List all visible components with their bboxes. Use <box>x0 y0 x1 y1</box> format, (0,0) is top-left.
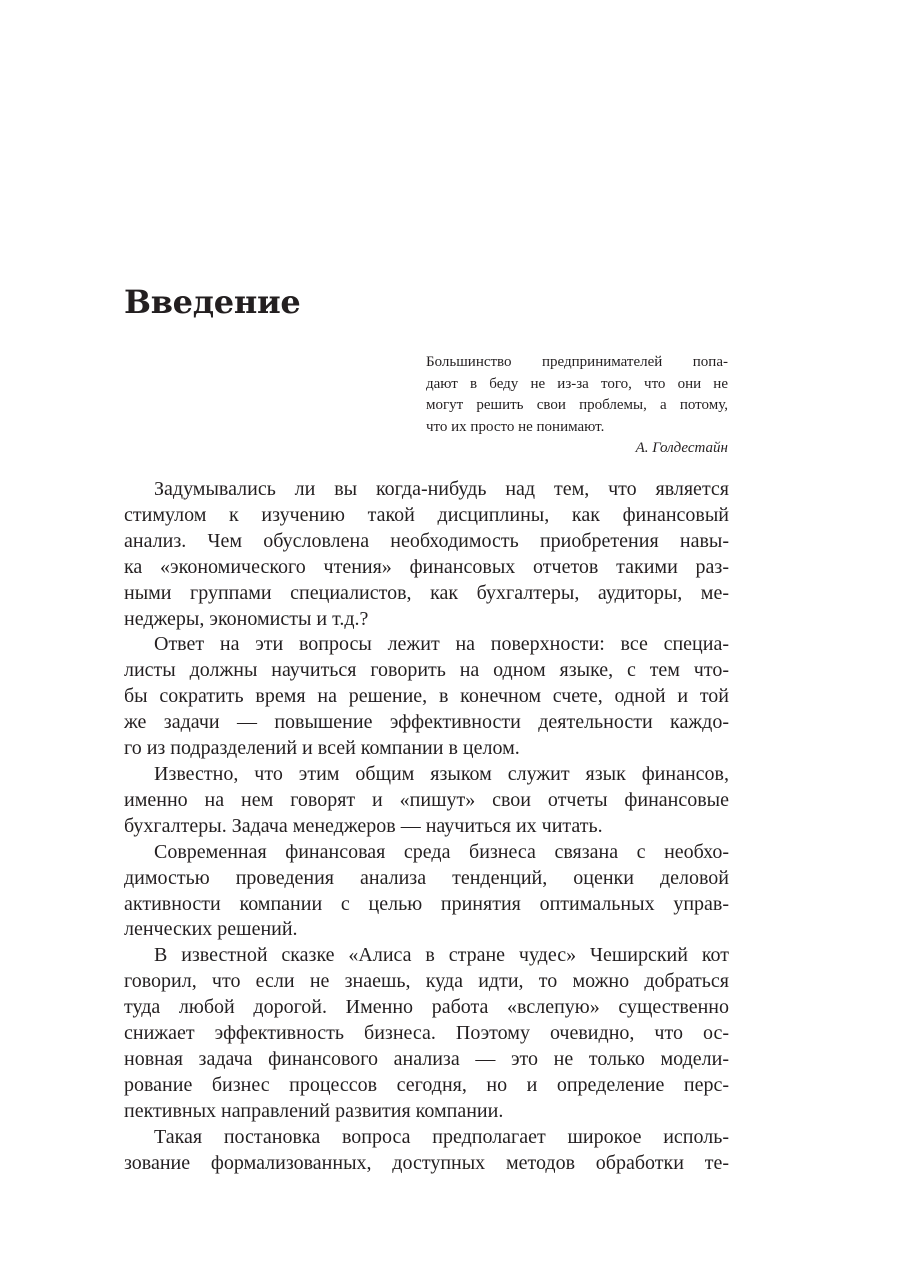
text-line: Современная финансовая среда бизнеса связана с необхо- <box>154 840 729 863</box>
chapter-title: Введение <box>124 283 301 321</box>
text-line: пективных направлений развития компании. <box>124 1099 504 1122</box>
text-line: го из подразделений и всей компании в целом. <box>124 737 520 760</box>
epigraph-line: дают в беду не из-за того, что они не <box>426 375 728 392</box>
text-line: говорил, что если не знаешь, куда идти, то можно добраться <box>124 970 729 993</box>
epigraph-author: А. Голдестайн <box>635 440 728 456</box>
text-line: Ответ на эти вопросы лежит на поверхности: все специа- <box>154 633 729 656</box>
text-line: снижает эффективность бизнеса. Поэтому очевидно, что ос- <box>124 1022 729 1045</box>
text-line: димостью проведения анализа тенденций, оценки деловой <box>124 866 729 889</box>
text-line: стимулом к изучению такой дисциплины, как финансовый <box>124 503 729 526</box>
text-line: ленческих решений. <box>124 918 298 941</box>
text-line: ка «экономического чтения» финансовых отчетов такими раз- <box>124 555 729 578</box>
body-text <box>124 477 729 1176</box>
text-line: В известной сказке «Алиса в стране чудес» Чеширский кот <box>154 944 729 967</box>
paragraph-6 <box>124 1125 729 1177</box>
paragraph-3 <box>124 762 729 840</box>
epigraph-line: могут решить свои проблемы, а потому, <box>426 397 728 413</box>
text-line: Такая постановка вопроса предполагает широкое исполь- <box>154 1125 729 1148</box>
paragraph-5 <box>124 943 729 1124</box>
text-line: анализ. Чем обусловлена необходимость приобретения навы- <box>124 529 729 552</box>
text-line: ными группами специалистов, как бухгалтеры, аудиторы, ме- <box>124 581 729 604</box>
text-line: бы сократить время на решение, в конечном счете, одной и той <box>124 685 729 708</box>
text-line: именно на нем говорят и «пишут» свои отчеты финансовые <box>124 788 729 811</box>
text-line: новная задача финансового анализа — это не только модели- <box>124 1047 729 1070</box>
text-line: бухгалтеры. Задача менеджеров — научиться их читать. <box>124 814 603 837</box>
text-line: листы должны научиться говорить на одном языке, с тем что- <box>124 659 729 682</box>
text-line: активности компании с целью принятия оптимальных управ- <box>124 892 729 915</box>
paragraph-2 <box>124 632 729 762</box>
text-line: зование формализованных, доступных методов обработки те- <box>124 1151 729 1174</box>
text-line: Известно, что этим общим языком служит язык финансов, <box>154 762 729 785</box>
text-line: Задумывались ли вы когда-нибудь над тем, что является <box>154 478 729 500</box>
epigraph-line: что их просто не понимают. <box>426 418 605 435</box>
epigraph <box>426 352 728 460</box>
text-line: неджеры, экономисты и т.д.? <box>124 607 369 630</box>
text-line: рование бизнес процессов сегодня, но и определение перс- <box>124 1073 729 1096</box>
text-line: туда любой дорогой. Именно работа «вслепую» существенно <box>124 996 729 1019</box>
text-line: же задачи — повышение эффективности деятельности каждо- <box>124 711 729 734</box>
paragraph-4 <box>124 840 729 944</box>
epigraph-line: Большинство предпринимателей попа- <box>426 354 728 370</box>
paragraph-1 <box>124 477 729 632</box>
